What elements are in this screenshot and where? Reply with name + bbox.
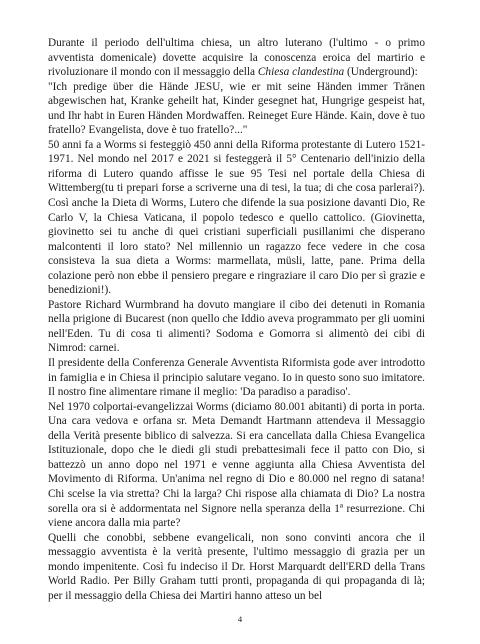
paragraph-underground [48,36,425,80]
body-text [48,36,425,603]
chiesa-clandestina-emphasis: Chiesa clandestina [257,66,345,79]
page-number: 4 [237,614,243,624]
paragraph-colportage-1970: Nel 1970 colportai-evangelizzai Worms (diciamo 80.001 abitanti) di porta in porta. Una cara vedova e orfana sr. Meta Demandt Hartmann attendeva il Messaggio della Verità presente biblico di salvezza. Si era cancellata dalla Chiesa Evangelica Istituzionale, dopo che le diedi gli studi prebattesimali fece il patto con Dio, si battezzò un anno dopo nel 1971 e venne aggiunta alla Chiesa Avventista del Movimento di Riforma. Un'anima nel regno di Dio e 80.000 nel regno di satana! Chi scelse la via stretta? Chi la larga? Chi rispose alla chiamata di Dio? La nostra sorella ora si è addormentata nel Signore nella speranza della 1ª resurrezione. Chi viene ancora dalla mia parte? [48,400,425,530]
paragraph-worms-reformation: 50 anni fa a Worms si festeggiò 450 anni della Riforma protestante di Lutero 1521-1971. Nel mondo nel 2017 e 2021 si festeggerà il 5° Centenario dell'inizio della riforma di Lutero quando affisse le sue 95 Tesi nel portale della Chiesa di Wittemberg(tu ti prepari forse a scriverne una di tesi, la tua; di che cosa parlerai?). Così anche la Dieta di Worms, Lutero che difende la sua posizione davanti Dio, Re Carlo V, la Chiesa Vaticana, il popolo tedesco e quello cattolico. (Giovinetta, giovinetto sei tu anche di quei cristiani superficiali pusillanimi che disperano malcontenti il loro stato? Nel millennio un ragazzo fece vedere in che cosa consisteva la sua dieta a Worms: marmellata, müsli, latte, pane. Prima della colazione però non ebbe il pensiero pregare e ringraziare il caro Dio per sì grazie e benedizioni!). [48,138,425,297]
paragraph-underground-text: Durante il periodo dell'ultima chiesa, un altro luterano (l'ultimo - o primo avventista domenicale) dovette acquisire la conoscenza eroica del martirio e rivoluzionare il mondo con il messaggio della [48,37,425,79]
paragraph-german-quote: "Ich predige über die Hände JESU, wie er mit seine Händen immer Tränen abgewischen hat, Kranke geheilt hat, Kinder gesegnet hat, Hungrige gespeist hat, und Ihr habt in Euren Händen Mordwaffen. Reineget Eure Hände. Kain, dove è tuo fratello? Evangelista, dove è tuo fratello?..." [48,80,425,137]
paragraph-wurmbrand: Pastore Richard Wurmbrand ha dovuto mangiare il cibo dei detenuti in Romania nella prigione di Bucarest (non quello che Iddio aveva programmato per gli uomini nell'Eden. Tu di cosa ti alimenti? Sodoma e Gomorra si alimentò dei cibi di Nimrod: carnei. [48,298,425,355]
paragraph-evangelicals: Quelli che conobbi, sebbene evangelicali, non sono convinti ancora che il messaggio avventista è la verità presente, l'ultimo messaggio di grazia per un mondo impenitente. Così fu indeciso il Dr. Horst Marquardt dell'ERD della Trans World Radio. Per Billy Graham tutti pronti, propaganda di qui propaganda di là; per il messaggio della Chiesa dei Martiri hanno atteso un bel [48,531,425,602]
paragraph-conference-president: Il presidente della Conferenza Generale Avventista Riformista gode aver introdotto in famiglia e in Chiesa il principio salutare vegano. Io in questo sono suo imitatore. Il nostro fine alimentare rimane il meglio: 'Da paradiso a paradiso'. [48,357,425,399]
paragraph-underground-tail: (Underground): [344,66,418,79]
